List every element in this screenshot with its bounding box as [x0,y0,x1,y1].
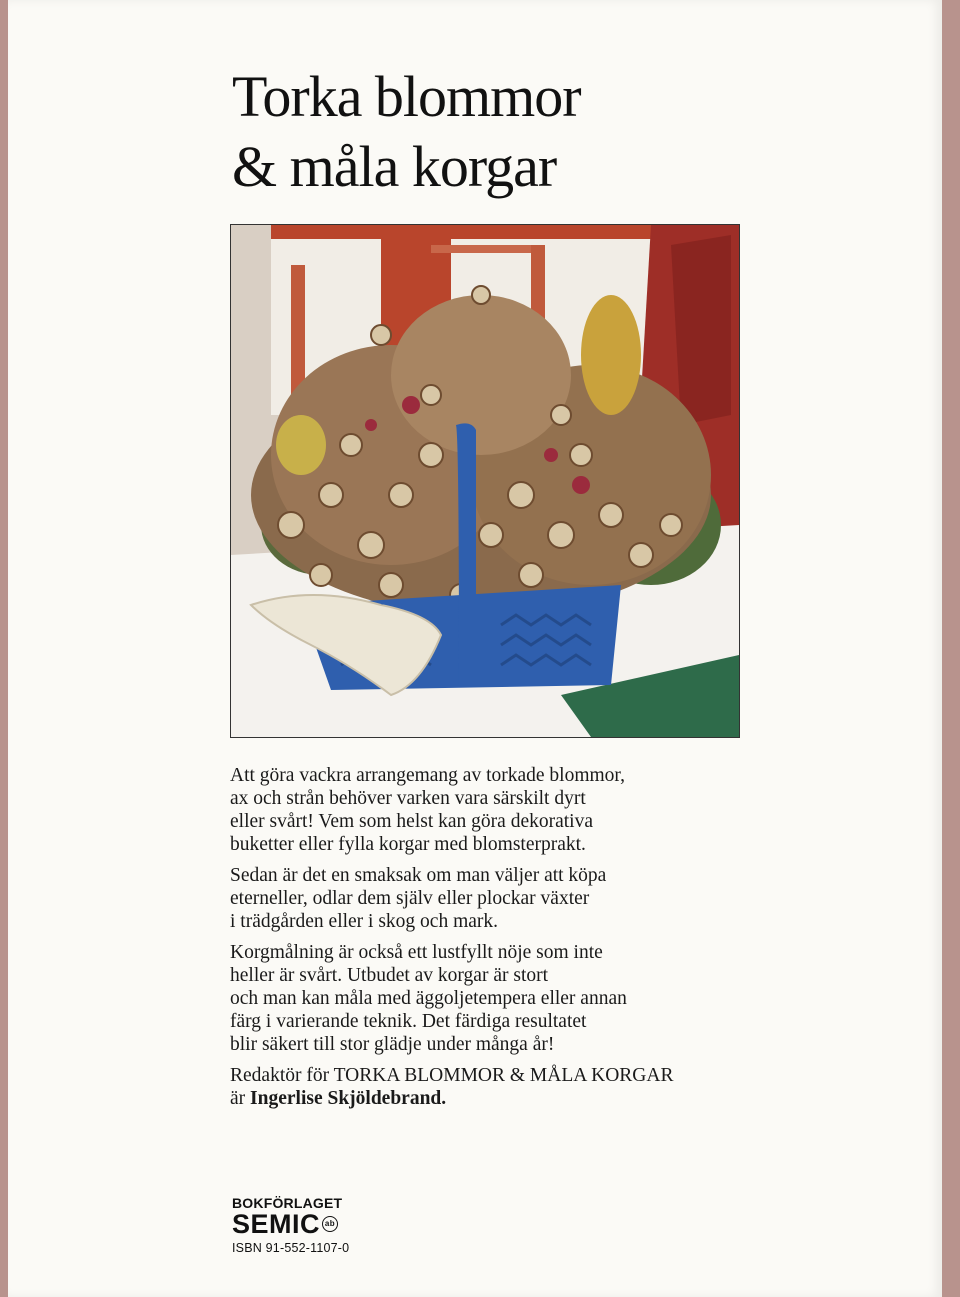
paragraph-3 [230,941,770,1056]
p3-line: och man kan måla med äggoljetempera eller annan [230,988,627,1009]
publisher-name: SEMIC [232,1209,321,1239]
p2-line: Sedan är det en smaksak om man väljer att köpa [230,865,607,886]
p3-line: färg i varierande teknik. Det färdiga resultatet [230,1011,587,1032]
p2-line: i trädgården eller i skog och mark. [230,911,499,932]
p1-line: buketter eller fylla korgar med blomsterprakt. [230,834,586,855]
publisher-top: BOKFÖRLAGET [232,1195,343,1211]
editor-name: Ingerlise Skjöldebrand. [250,1088,447,1109]
editor-line-2 [230,1087,770,1110]
isbn: ISBN 91-552-1107-0 [232,1241,350,1255]
editor-prefix: är [230,1088,246,1109]
publisher-logo [232,1195,349,1255]
basket-flowers-photo [231,225,739,737]
p1-line: Att göra vackra arrangemang av torkade blommor, [230,765,626,786]
book-title [232,62,581,202]
editor-line-1: Redaktör för TORKA BLOMMOR & MÅLA KORGAR [230,1065,674,1086]
title-line-1: Torka blommor [232,64,581,129]
publisher-name-row [232,1211,349,1237]
p3-line: Korgmålning är också ett lustfyllt nöje som inte [230,942,603,963]
p3-line: heller är svårt. Utbudet av korgar är stort [230,965,549,986]
cover-photo [230,224,740,738]
paragraph-1 [230,764,770,856]
editor-paragraph [230,1064,770,1110]
paragraph-2 [230,864,770,933]
p1-line: ax och strån behöver varken vara särskilt dyrt [230,788,586,809]
description-text [230,764,770,1118]
p2-line: eterneller, odlar dem själv eller plockar växter [230,888,590,909]
p1-line: eller svårt! Vem som helst kan göra dekorativa [230,811,593,832]
p3-line: blir säkert till stor glädje under många år! [230,1034,555,1055]
back-cover [8,0,942,1297]
publisher-ab-badge: ab [322,1216,338,1232]
title-line-2: & måla korgar [232,134,557,199]
